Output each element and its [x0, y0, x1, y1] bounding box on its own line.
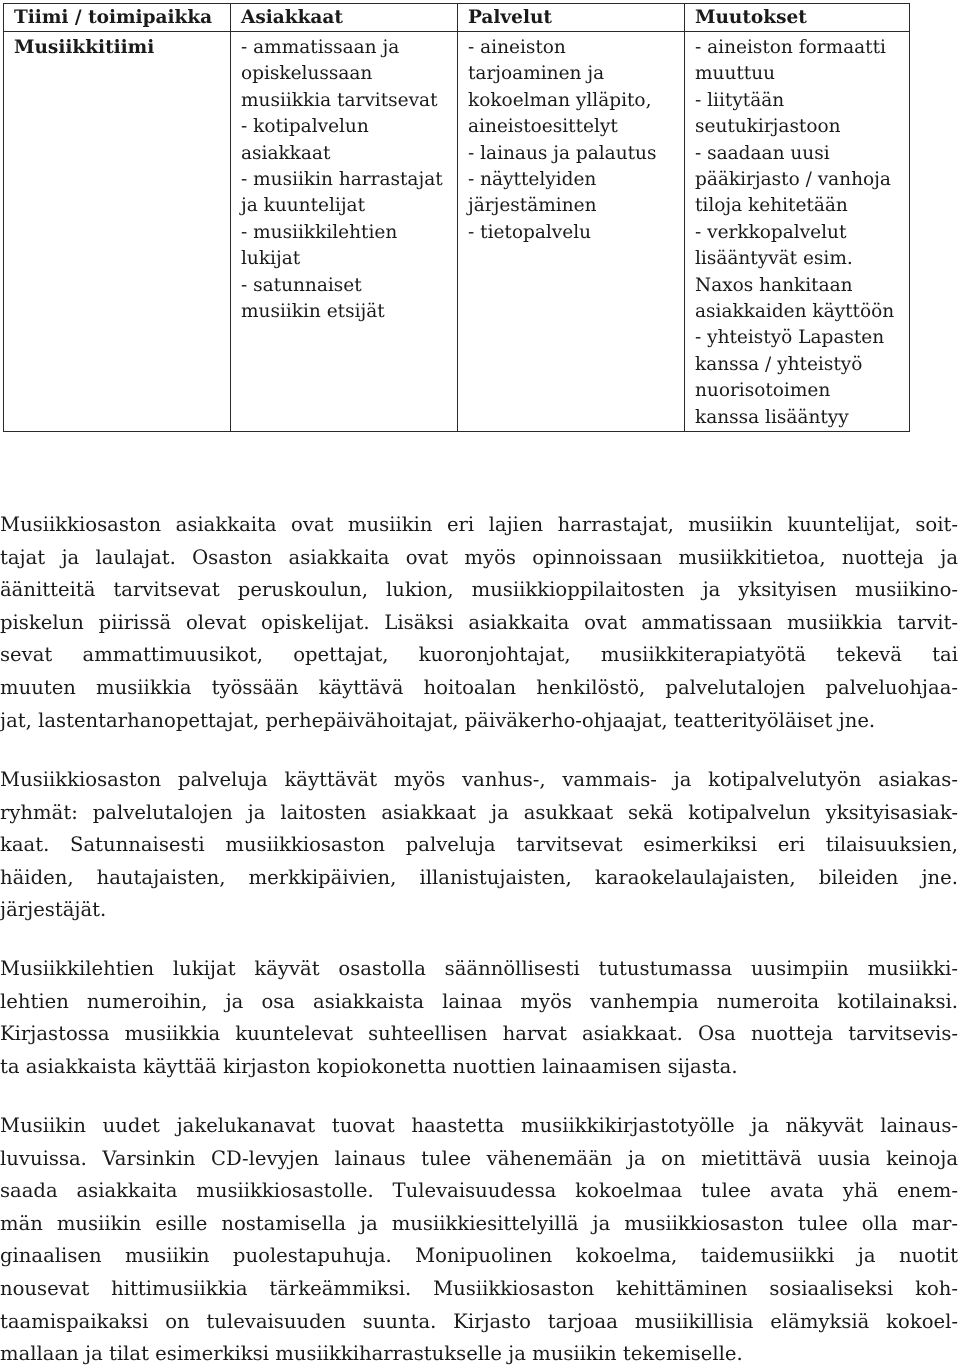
change-line: seutukirjastoon — [695, 116, 841, 138]
customer-line: - musiikkilehtien — [241, 221, 398, 243]
change-line: - aineiston formaatti — [695, 37, 886, 58]
paragraph-line: saada asiakkaita musiikkiosastolle. Tulevaisuudessa kokoelmaa tulee avata yhä enem- — [0, 1179, 958, 1203]
service-line: - lainaus ja palautus — [468, 142, 657, 164]
customer-line: - ammatissaan ja — [241, 37, 400, 58]
change-line: - liitytään — [695, 89, 785, 111]
header-customers: Asiakkaat — [231, 4, 458, 32]
paragraph-magazine-readers — [0, 953, 958, 1083]
paragraph-line: järjestäjät. — [0, 898, 107, 922]
service-line: - aineiston — [468, 37, 566, 58]
change-line: muuttuu — [695, 63, 776, 85]
change-line: - saadaan uusi — [695, 142, 830, 164]
paragraph-line: kaat. Satunnaisesti musiikkiosaston palveluja tarvitsevat esimerkiksi eri tilaisuuksien, — [0, 833, 958, 857]
header-team: Tiimi / toimipaikka — [4, 4, 231, 32]
change-line: lisääntyvät esim. — [695, 248, 853, 270]
change-line: kanssa lisääntyy — [695, 406, 849, 428]
service-line: - tietopalvelu — [468, 221, 592, 243]
change-line: asiakkaiden käyttöön — [695, 301, 895, 323]
change-line: kanssa / yhteistyö — [695, 353, 863, 375]
service-line: aineistoesittelyt — [468, 116, 618, 138]
service-line: - näyttelyiden — [468, 169, 597, 191]
service-line: kokoelman ylläpito, — [468, 89, 652, 111]
cell-services — [458, 32, 685, 432]
paragraph-special-groups — [0, 764, 958, 927]
customer-line: lukijat — [241, 248, 301, 270]
change-line: nuorisotoimen — [695, 380, 831, 402]
table-header-row — [4, 4, 910, 32]
customer-line: opiskelussaan — [241, 63, 373, 85]
paragraph-line: mallaan ja tilat esimerkiksi musiikkiharrastukselle ja musiikin tekemiselle. — [0, 1342, 743, 1366]
paragraph-line: ryhmät: palvelutalojen ja laitosten asiakkaat ja asukkaat sekä kotipalvelun yksityisasiak- — [0, 800, 958, 824]
paragraph-line: tajat ja laulajat. Osaston asiakkaita ovat myös opinnoissaan musiikkitietoa, nuotteja ja — [0, 545, 958, 569]
customer-line: - kotipalvelun — [241, 116, 369, 138]
table-row — [4, 32, 910, 432]
customer-line: musiikkia tarvitsevat — [241, 89, 438, 111]
customer-line: ja kuuntelijat — [241, 195, 366, 217]
paragraph-line: häiden, hautajaisten, merkkipäivien, illanistujaisten, karaokelaulajaisten, bileiden jne. — [0, 865, 958, 889]
paragraph-future — [0, 1110, 958, 1371]
paragraph-line: nousevat hittimusiikkia tärkeämmiksi. Musiikkiosaston kehittäminen sosiaaliseksi koh- — [0, 1276, 958, 1300]
paragraph-line: män musiikin esille nostamisella ja musiikkiesittelyillä ja musiikkiosaston tulee olla mar- — [0, 1211, 958, 1235]
cell-customers — [231, 32, 458, 432]
change-line: tiloja kehitetään — [695, 195, 848, 217]
paragraph-line: Kirjastossa musiikkia kuuntelevat suhteellisen harvat asiakkaat. Osa nuotteja tarvitsevis- — [0, 1022, 958, 1046]
customer-line: asiakkaat — [241, 142, 331, 164]
paragraph-line: lehtien numeroihin, ja osa asiakkaista lainaa myös vanhempia numeroita kotilainaksi. — [0, 989, 958, 1013]
paragraph-customers — [0, 509, 958, 737]
paragraph-line: Musiikkiosaston asiakkaita ovat musiikin eri lajien harrastajat, musiikin kuuntelijat, soit- — [0, 513, 958, 536]
cell-changes — [685, 32, 910, 432]
paragraph-line: sevat ammattimuusikot, opettajat, kuoronjohtajat, musiikkiterapiatyötä tekevä tai — [0, 643, 958, 667]
customer-line: - satunnaiset — [241, 274, 362, 296]
paragraph-line: äänitteitä tarvitsevat peruskoulun, lukion, musiikkioppilaitosten ja yksityisen musiikino- — [0, 578, 958, 602]
paragraph-line: taamispaikaksi on tulevaisuuden suunta. Kirjasto tarjoaa musiikillisia elämyksiä kokoel- — [0, 1309, 958, 1333]
paragraph-line: ta asiakkaista käyttää kirjaston kopiokonetta nuottien lainaamisen sijasta. — [0, 1054, 738, 1078]
customer-line: musiikin etsijät — [241, 301, 385, 323]
paragraph-line: Musiikkilehtien lukijat käyvät osastolla säännöllisesti tutustumassa uusimpiin musiikki- — [0, 957, 958, 980]
change-line: - yhteistyö Lapasten — [695, 327, 885, 349]
change-line: pääkirjasto / vanhoja — [695, 169, 891, 191]
paragraph-line: jat, lastentarhanopettajat, perhepäivähoitajat, päiväkerho-ohjaajat, teatterityöläiset jne. — [0, 708, 876, 732]
team-services-table — [3, 3, 910, 432]
service-line: tarjoaminen ja — [468, 63, 605, 85]
cell-team: Musiikkitiimi — [4, 32, 231, 432]
header-services: Palvelut — [458, 4, 685, 32]
paragraph-line: luvuissa. Varsinkin CD-levyjen lainaus tulee vähenemään ja on mietittävä uusia keinoja — [0, 1146, 958, 1170]
change-line: - verkkopalvelut — [695, 221, 847, 243]
paragraph-line: Musiikkiosaston palveluja käyttävät myös vanhus-, vammais- ja kotipalvelutyön asiakas- — [0, 768, 958, 791]
service-line: järjestäminen — [468, 195, 597, 217]
customer-line: - musiikin harrastajat — [241, 169, 443, 191]
paragraph-line: Musiikin uudet jakelukanavat tuovat haastetta musiikkikirjastotyölle ja näkyvät lainaus- — [0, 1114, 958, 1137]
paragraph-line: ginaalisen musiikin puolestapuhuja. Monipuolinen kokoelma, taidemusiikki ja nuotit — [0, 1244, 958, 1268]
paragraph-line: muuten musiikkia työssään käyttävä hoitoalan henkilöstö, palvelutalojen palveluohjaa- — [0, 675, 958, 699]
paragraph-line: piskelun piirissä olevat opiskelijat. Lisäksi asiakkaita ovat ammatissaan musiikkia tarvit- — [0, 610, 958, 634]
header-changes: Muutokset — [685, 4, 910, 32]
change-line: Naxos hankitaan — [695, 274, 853, 296]
